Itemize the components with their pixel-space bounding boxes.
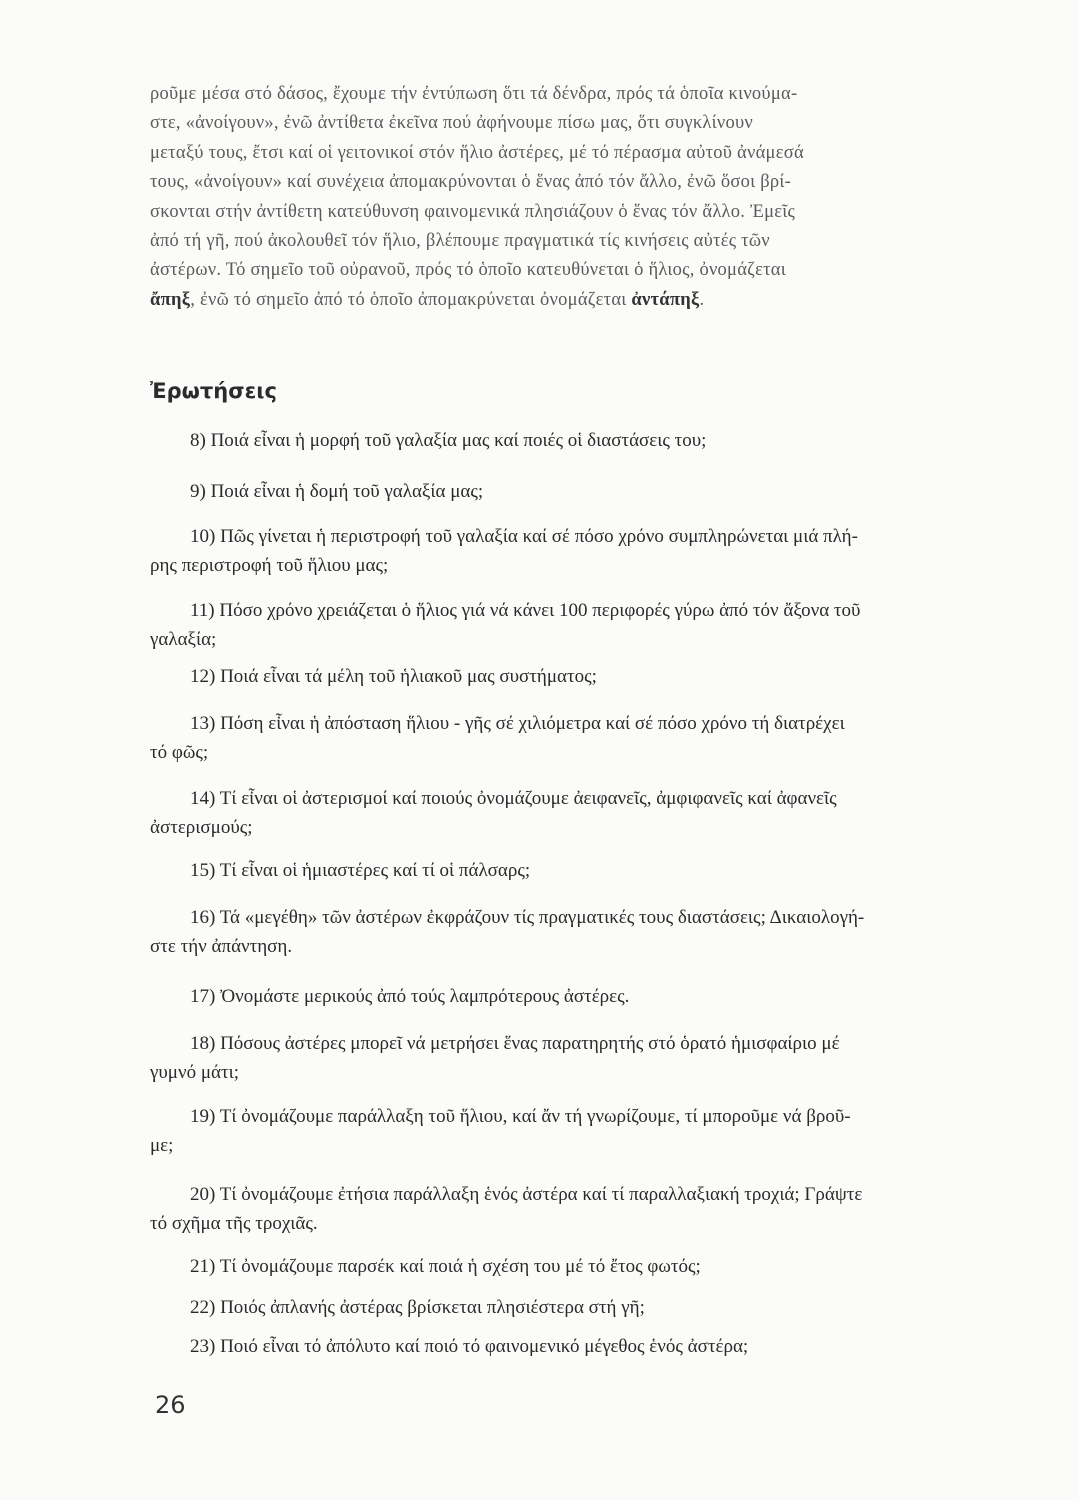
- page-number: 26: [155, 1391, 186, 1419]
- question-item: [150, 784, 1020, 842]
- term-antapex: ἀντάπηξ: [631, 289, 700, 310]
- question-continuation: ρης περιστροφή τοῦ ἥλιου μας;: [150, 555, 389, 576]
- question-item: [150, 856, 1020, 885]
- question-continuation: ἀστερισμούς;: [150, 817, 253, 838]
- question-item: [150, 596, 1020, 654]
- intro-line: ἀπό τή γῆ, πού ἀκολουθεῖ τόν ἥλιο, βλέπουμε πραγματικά τίς κινήσεις αὐτές τῶν: [150, 231, 770, 252]
- question-continuation: γυμνό μάτι;: [150, 1062, 239, 1083]
- question-text: 20) Τί ὀνομάζουμε ἐτήσια παράλλαξη ἑνός ἀστέρα καί τί παραλλαξιακή τροχιά; Γράψτε: [190, 1184, 863, 1205]
- question-item: [150, 477, 1020, 506]
- question-item: [150, 1252, 1020, 1281]
- question-text: 18) Πόσους ἀστέρες μπορεῖ νά μετρήσει ἕνας παρατηρητής στό ὁρατό ἡμισφαίριο μέ: [190, 1033, 840, 1054]
- question-continuation: τό σχῆμα τῆς τροχιᾶς.: [150, 1213, 318, 1234]
- question-text: 23) Ποιό εἶναι τό ἀπόλυτο καί ποιό τό φαινομενικό μέγεθος ἑνός ἀστέρα;: [190, 1336, 749, 1357]
- question-item: [150, 522, 1020, 580]
- question-text: 15) Τί εἶναι οἱ ἡμιαστέρες καί τί οἱ πάλσαρς;: [190, 860, 531, 881]
- intro-line: μεταξύ τους, ἔτσι καί οἱ γειτονικοί στόν ἥλιο ἀστέρες, μέ τό πέρασμα αὐτοῦ ἀνάμεσά: [150, 142, 804, 163]
- intro-last-middle: , ἐνῶ τό σημεῖο ἀπό τό ὁποῖο ἀπομακρύνεται ὀνομάζεται: [190, 289, 632, 310]
- intro-line: ροῦμε μέσα στό δάσος, ἔχουμε τήν ἐντύπωση ὅτι τά δένδρα, πρός τά ὁποῖα κινούμα-: [150, 84, 798, 104]
- question-text: 8) Ποιά εἶναι ἡ μορφή τοῦ γαλαξία μας καί ποιές οἱ διαστάσεις του;: [190, 430, 707, 451]
- intro-line: ἀστέρων. Τό σημεῖο τοῦ οὐρανοῦ, πρός τό ὁποῖο κατευθύνεται ὁ ἥλιος, ὀνομάζεται: [150, 260, 786, 281]
- intro-line: τους, «ἀνοίγουν» καί συνέχεια ἀπομακρύνονται ὁ ἕνας ἀπό τόν ἄλλο, ἐνῶ ὅσοι βρί-: [150, 172, 791, 193]
- question-item: [150, 1029, 1020, 1087]
- term-apex: ἄπηξ: [150, 289, 191, 310]
- question-text: 17) Ὀνομάστε μερικούς ἀπό τούς λαμπρότερους ἀστέρες.: [190, 986, 630, 1007]
- question-text: 16) Τά «μεγέθη» τῶν ἀστέρων ἐκφράζουν τίς πραγματικές τους διαστάσεις; Δικαιολογή-: [190, 907, 865, 928]
- question-text: 13) Πόση εἶναι ἡ ἀπόσταση ἥλιου - γῆς σέ χιλιόμετρα καί σέ πόσο χρόνο τή διατρέχει: [190, 713, 845, 734]
- question-text: 14) Τί εἶναι οἱ ἀστερισμοί καί ποιούς ὀνομάζουμε ἀειφανεῖς, ἀμφιφανεῖς καί ἀφανεῖς: [190, 788, 837, 809]
- question-item: [150, 1180, 1020, 1238]
- question-text: 9) Ποιά εἶναι ἡ δομή τοῦ γαλαξία μας;: [190, 481, 484, 502]
- question-item: [150, 1293, 1020, 1322]
- question-item: [150, 1332, 1020, 1361]
- question-item: [150, 1102, 1020, 1160]
- question-continuation: με;: [150, 1135, 174, 1156]
- question-text: 11) Πόσο χρόνο χρειάζεται ὁ ἥλιος γιά νά κάνει 100 περιφορές γύρω ἀπό τόν ἄξονα τοῦ: [190, 600, 861, 621]
- question-continuation: τό φῶς;: [150, 742, 209, 763]
- intro-last-end: .: [699, 289, 705, 310]
- question-continuation: στε τήν ἀπάντηση.: [150, 936, 293, 957]
- question-text: 21) Τί ὀνομάζουμε παρσέκ καί ποιά ἡ σχέση του μέ τό ἔτος φωτός;: [190, 1256, 701, 1277]
- question-continuation: γαλαξία;: [150, 629, 217, 650]
- question-item: [150, 662, 1020, 691]
- question-item: [150, 903, 1020, 961]
- section-heading: Ἐρωτήσεις: [150, 379, 277, 403]
- question-item: [150, 982, 1020, 1011]
- question-text: 12) Ποιά εἶναι τά μέλη τοῦ ἡλιακοῦ μας συστήματος;: [190, 666, 597, 687]
- question-text: 19) Τί ὀνομάζουμε παράλλαξη τοῦ ἥλιου, καί ἄν τή γνωρίζουμε, τί μποροῦμε νά βροῦ-: [190, 1106, 851, 1127]
- question-item: [150, 426, 1020, 455]
- question-text: 10) Πῶς γίνεται ἡ περιστροφή τοῦ γαλαξία καί σέ πόσο χρόνο συμπληρώνεται μιά πλή-: [190, 526, 858, 547]
- intro-line: σκονται στήν ἀντίθετη κατεύθυνση φαινομενικά πλησιάζουν ὁ ἕνας τόν ἄλλο. Ἐμεῖς: [150, 201, 796, 222]
- question-item: [150, 709, 1020, 767]
- question-text: 22) Ποιός ἀπλανής ἀστέρας βρίσκεται πλησιέστερα στή γῆ;: [190, 1297, 645, 1318]
- intro-last-line: [150, 286, 1015, 315]
- intro-paragraph: [150, 80, 1015, 315]
- intro-line: στε, «ἀνοίγουν», ἐνῶ ἀντίθετα ἐκεῖνα πού ἀφήνουμε πίσω μας, ὅτι συγκλίνουν: [150, 113, 754, 134]
